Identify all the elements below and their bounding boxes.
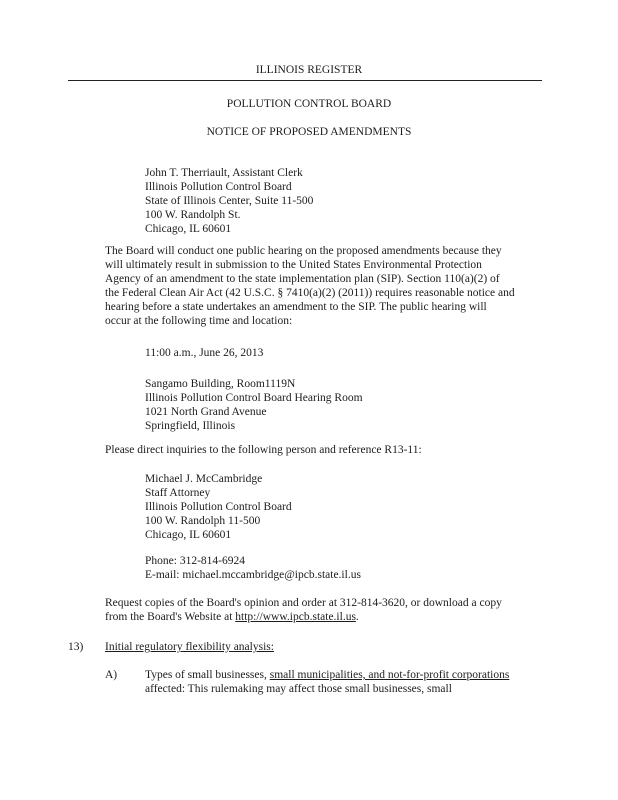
contact2-city: Chicago, IL 60601 [145,529,232,541]
header-rule [68,80,542,81]
inquiries-text: Please direct inquiries to the following person and reference R13-11: [105,444,422,456]
contact2-email[interactable]: E-mail: michael.mccambridge@ipcb.state.il.us [145,569,361,581]
contact2-title: Staff Attorney [145,487,211,499]
register-title: ILLINOIS REGISTER [255,64,363,76]
hearing-para-line: the Federal Clean Air Act (42 U.S.C. § 7410(a)(2) (2011)) requires reasonable notice and [105,287,515,299]
request-para-line [105,610,359,624]
board-title: POLLUTION CONTROL BOARD [226,98,392,110]
hearing-para-line: will ultimately result in submission to the United States Environmental Protection [105,259,482,271]
contact1-city: Chicago, IL 60601 [145,223,232,235]
contact2-street: 100 W. Randolph 11-500 [145,515,261,527]
hearing-time: 11:00 a.m., June 26, 2013 [145,347,264,359]
item-number: 13) [68,641,84,653]
location-building: Sangamo Building, Room1119N [145,378,296,390]
subitem-line [145,668,509,682]
location-city: Springfield, Illinois [145,420,236,432]
location-street: 1021 North Grand Avenue [145,406,267,418]
subitem-line: affected: This rulemaking may affect those small businesses, small [145,683,452,695]
contact2-org: Illinois Pollution Control Board [145,501,292,513]
request-prefix: from the Board's Website at [105,611,236,623]
contact1-street: 100 W. Randolph St. [145,209,241,221]
request-suffix: . [355,611,359,623]
contact1-name: John T. Therriault, Assistant Clerk [145,167,303,179]
subitem-underlined: small municipalities, and not-for-profit corporations [269,669,510,681]
item-title: Initial regulatory flexibility analysis: [105,641,274,653]
hearing-para-line: occur at the following time and location: [105,315,293,327]
notice-title: NOTICE OF PROPOSED AMENDMENTS [206,126,412,138]
location-room: Illinois Pollution Control Board Hearing Room [145,392,363,404]
hearing-para-line: hearing before a state undertakes an amendment to the SIP. The public hearing will [105,301,487,313]
hearing-para-line: Agency of an amendment to the state implementation plan (SIP). Section 110(a)(2) of [105,273,500,285]
subitem-letter: A) [105,669,118,681]
request-para-line: Request copies of the Board's opinion and order at 312-814-3620, or download a copy [105,597,502,609]
contact2-name: Michael J. McCambridge [145,473,263,485]
contact1-building: State of Illinois Center, Suite 11-500 [145,195,314,207]
contact2-phone: Phone: 312-814-6924 [145,555,245,567]
board-website-link[interactable]: http://www.ipcb.state.il.us [235,611,356,623]
subitem-prefix: Types of small businesses, [145,669,270,681]
hearing-para-line: The Board will conduct one public hearing on the proposed amendments because they [105,245,502,257]
contact1-org: Illinois Pollution Control Board [145,181,292,193]
